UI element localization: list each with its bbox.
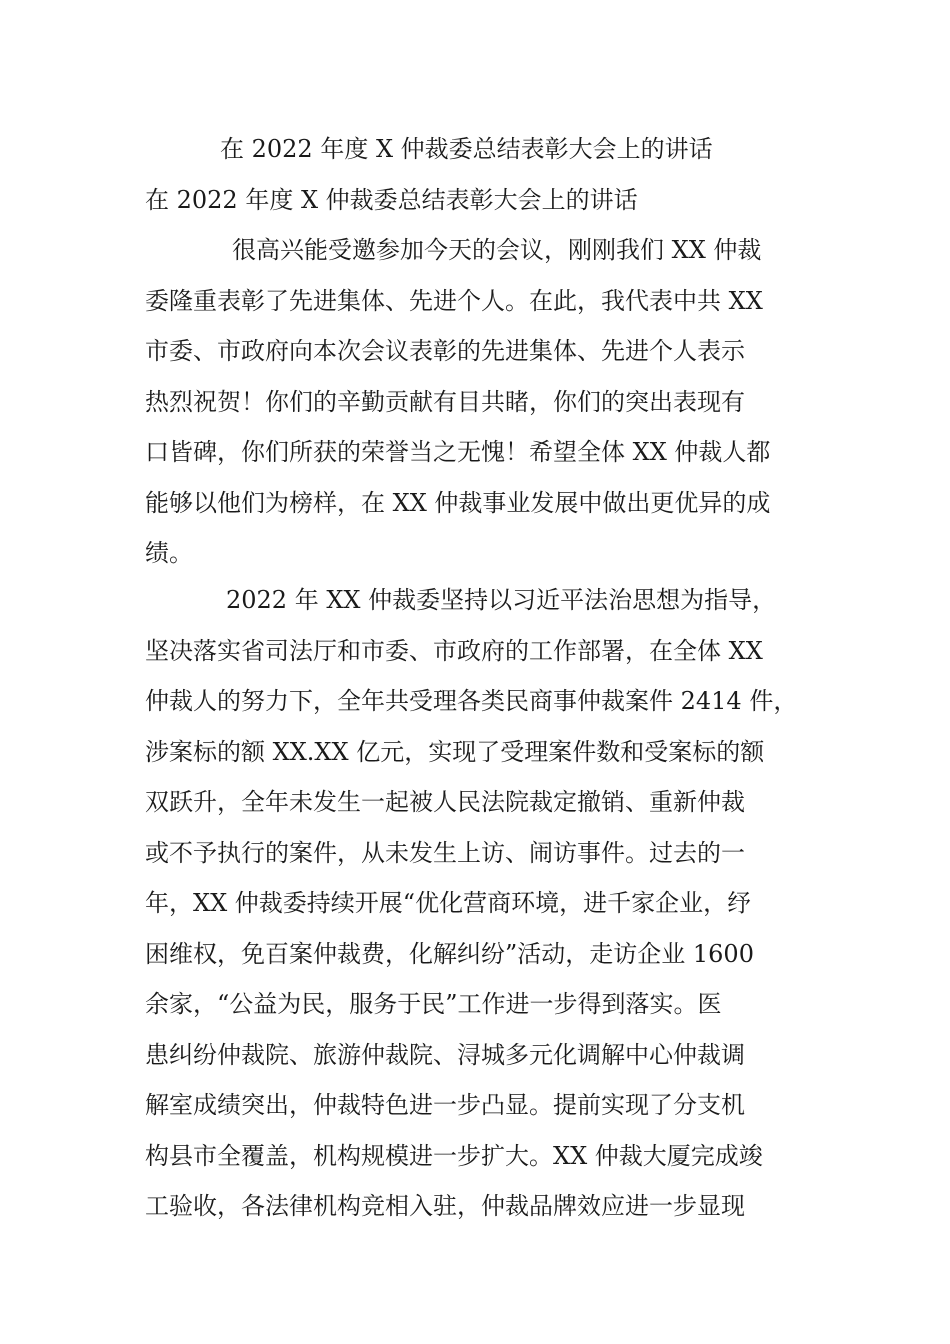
paragraph-line: 构县市全覆盖，机构规模进一步扩大。XX 仲裁大厦完成竣 (145, 1141, 763, 1170)
paragraph-line: 患纠纷仲裁院、旅游仲裁院、浔城多元化调解中心仲裁调 (145, 1040, 745, 1069)
document-subtitle: 在 2022 年度 X 仲裁委总结表彰大会上的讲话 (145, 186, 638, 214)
paragraph-1 (145, 225, 825, 579)
paragraph-line: 口皆碑，你们所获的荣誉当之无愧！希望全体 XX 仲裁人都 (145, 438, 771, 466)
paragraph-line: 很高兴能受邀参加今天的会议，刚刚我们 XX 仲裁 (232, 236, 762, 264)
paragraph-line: 仲裁人的努力下，全年共受理各类民商事仲裁案件 2414 件， (145, 687, 798, 715)
paragraph-line: 年，XX 仲裁委持续开展“优化营商环境，进千家企业，纾 (145, 889, 752, 917)
paragraph-2 (145, 575, 825, 1232)
paragraph-line: 市委、市政府向本次会议表彰的先进集体、先进个人表示 (145, 337, 745, 365)
paragraph-line: 热烈祝贺！你们的辛勤贡献有目共睹，你们的突出表现有 (145, 387, 745, 416)
paragraph-line: 涉案标的额 XX.XX 亿元，实现了受理案件数和受案标的额 (145, 737, 765, 766)
paragraph-line: 坚决落实省司法厅和市委、市政府的工作部署，在全体 XX (145, 636, 763, 665)
paragraph-line: 能够以他们为榜样，在 XX 仲裁事业发展中做出更优异的成 (145, 488, 771, 517)
paragraph-line: 双跃升，全年未发生一起被人民法院裁定撤销、重新仲裁 (145, 788, 745, 816)
paragraph-line: 或不予执行的案件，从未发生上访、闹访事件。过去的一 (145, 838, 745, 867)
paragraph-line: 委隆重表彰了先进集体、先进个人。在此，我代表中共 XX (145, 286, 763, 315)
paragraph-line: 2022 年 XX 仲裁委坚持以习近平法治思想为指导， (226, 586, 777, 614)
paragraph-line: 余家，“公益为民，服务于民”工作进一步得到落实。医 (145, 990, 722, 1018)
paragraph-line: 工验收，各法律机构竞相入驻，仲裁品牌效应进一步显现 (145, 1192, 745, 1220)
document-title: 在 2022 年度 X 仲裁委总结表彰大会上的讲话 (220, 135, 713, 163)
paragraph-line: 解室成绩突出，仲裁特色进一步凸显。提前实现了分支机 (145, 1091, 745, 1119)
paragraph-line: 绩。 (145, 539, 193, 567)
paragraph-line: 困维权，免百案仲裁费，化解纠纷”活动，走访企业 1600 (145, 939, 754, 968)
